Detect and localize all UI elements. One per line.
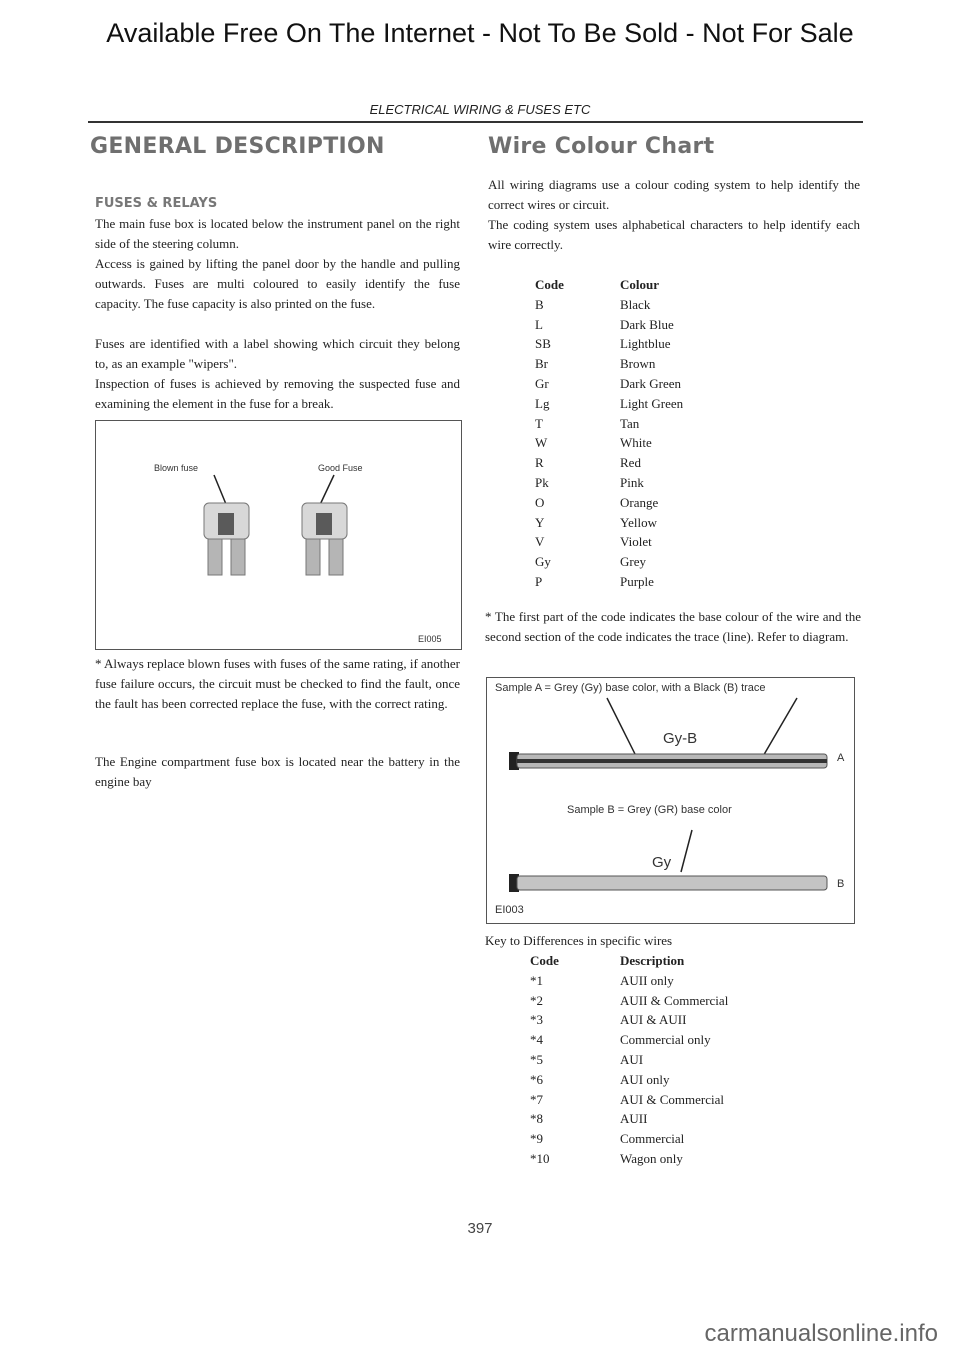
sample-b-caption: Sample B = Grey (GR) base color [567, 804, 732, 816]
header-rule [88, 121, 863, 123]
key-desc: Commercial [620, 1131, 685, 1147]
left-paragraph-1: The main fuse box is located below the instrument panel on the right side of the steering column. [95, 216, 460, 251]
colour-name: Brown [620, 356, 656, 372]
colour-name: Dark Green [620, 375, 681, 391]
good-fuse-icon [302, 503, 347, 575]
header-banner: Available Free On The Internet - Not To Be Sold - Not For Sale [106, 18, 854, 48]
colour-name: Tan [620, 415, 640, 431]
good-fuse-label: Good Fuse [318, 463, 363, 473]
wire-b-code-label: Gy [652, 854, 672, 871]
section-title-general: GENERAL DESCRIPTION [90, 134, 385, 159]
key-code: *7 [530, 1091, 543, 1107]
colour-code: Pk [535, 474, 549, 490]
site-watermark: carmanualsonline.info [704, 1320, 938, 1347]
colour-code: P [535, 573, 543, 589]
key-code: *3 [530, 1012, 543, 1028]
colour-code: Gy [535, 554, 551, 570]
colour-name: Dark Blue [620, 316, 674, 332]
key-desc: AUI & Commercial [620, 1091, 724, 1107]
fuse-illustration [96, 421, 461, 649]
right-paragraph-1: All wiring diagrams use a colour coding system to help identify the correct wires or circuit. [488, 177, 860, 212]
colour-name: Orange [620, 494, 659, 510]
key-code-header: Code [530, 953, 559, 968]
colour-code: T [535, 415, 543, 431]
left-paragraph-5: * Always replace blown fuses with fuses of the same rating, if another fuse failure occurs, the circuit must be checked to find the fault, once the fault has been corrected replace the fuse, with the correct rating. [95, 656, 460, 711]
left-paragraph-6: The Engine compartment fuse box is located near the battery in the engine bay [95, 754, 460, 789]
wire-a-end-label: A [837, 752, 845, 764]
sample-a-caption: Sample A = Grey (Gy) base color, with a Black (B) trace [495, 682, 766, 694]
section-title-wire-colour: Wire Colour Chart [488, 134, 715, 159]
wire-figure-code: EI003 [495, 904, 524, 916]
blown-fuse-icon [204, 503, 249, 575]
colour-code: Lg [535, 395, 550, 411]
right-paragraph-2: The coding system uses alphabetical characters to help identify each wire correctly. [488, 217, 860, 252]
key-desc: Wagon only [620, 1150, 683, 1166]
fuse-figure [95, 420, 462, 650]
key-desc-column [620, 951, 728, 1169]
key-code: *5 [530, 1051, 543, 1067]
key-code: *9 [530, 1131, 543, 1147]
key-desc: AUII [620, 1111, 648, 1127]
figure-code: EI005 [418, 634, 442, 644]
wire-b-end-label: B [837, 878, 845, 890]
left-paragraph-4: Inspection of fuses is achieved by removing the suspected fuse and examining the element in the fuse for a break. [95, 376, 460, 411]
colour-name: Violet [620, 534, 652, 550]
key-desc: AUII only [620, 972, 674, 988]
key-desc-header: Description [620, 953, 685, 968]
colour-code: L [535, 316, 543, 332]
wire-sample-b-icon [509, 874, 827, 892]
colour-name: Red [620, 455, 641, 471]
key-code-column [530, 951, 559, 1169]
colour-name: Pink [620, 474, 644, 490]
wire-illustration [487, 678, 854, 923]
colour-code: Br [535, 356, 548, 372]
key-desc: Commercial only [620, 1032, 711, 1048]
blown-fuse-label: Blown fuse [154, 463, 199, 473]
subsection-title-fuses: FUSES & RELAYS [95, 196, 218, 211]
key-desc: AUI & AUII [620, 1012, 687, 1028]
key-code: *6 [530, 1071, 543, 1087]
colour-note: * The first part of the code indicates the base colour of the wire and the second section of the code indicates the trace (line). Refer to diagram. [485, 609, 861, 644]
colour-code: SB [535, 336, 551, 352]
colour-name: Yellow [620, 514, 657, 530]
key-title: Key to Differences in specific wires [485, 933, 673, 948]
wire-sample-a-icon [509, 752, 827, 770]
key-desc: AUI [620, 1051, 644, 1067]
running-head: ELECTRICAL WIRING & FUSES ETC [369, 102, 591, 117]
key-code: *8 [530, 1111, 543, 1127]
colour-name: Black [620, 296, 651, 312]
colour-code: V [535, 534, 545, 550]
colour-name: Light Green [620, 395, 684, 411]
colour-code: R [535, 455, 544, 471]
colour-code: O [535, 494, 545, 510]
code-header: Code [535, 277, 564, 292]
colour-code: Y [535, 514, 545, 530]
key-code: *10 [530, 1150, 550, 1166]
key-desc: AUII & Commercial [620, 992, 729, 1008]
colour-name: Grey [620, 554, 646, 570]
wire-a-code-label: Gy-B [663, 730, 698, 747]
colour-name: Purple [620, 573, 654, 589]
colour-name-column [620, 275, 683, 592]
key-code: *1 [530, 972, 543, 988]
colour-code: B [535, 296, 544, 312]
left-paragraph-3: Fuses are identified with a label showing which circuit they belong to, as an example "wipers". [95, 336, 460, 371]
key-code: *4 [530, 1032, 543, 1048]
colour-code-column [535, 275, 564, 592]
wire-sample-figure [486, 677, 855, 924]
colour-name: Lightblue [620, 336, 671, 352]
colour-name: White [620, 435, 652, 451]
key-code: *2 [530, 992, 543, 1008]
page-number: 397 [467, 1220, 493, 1237]
colour-header: Colour [620, 277, 659, 292]
key-desc: AUI only [620, 1071, 670, 1087]
left-paragraph-2: Access is gained by lifting the panel door by the handle and pulling outwards. Fuses are multi coloured to easily identify the fuse capacity. The fuse capacity is also printed on the fuse. [95, 256, 460, 311]
colour-code: Gr [535, 375, 549, 391]
colour-code: W [535, 435, 548, 451]
